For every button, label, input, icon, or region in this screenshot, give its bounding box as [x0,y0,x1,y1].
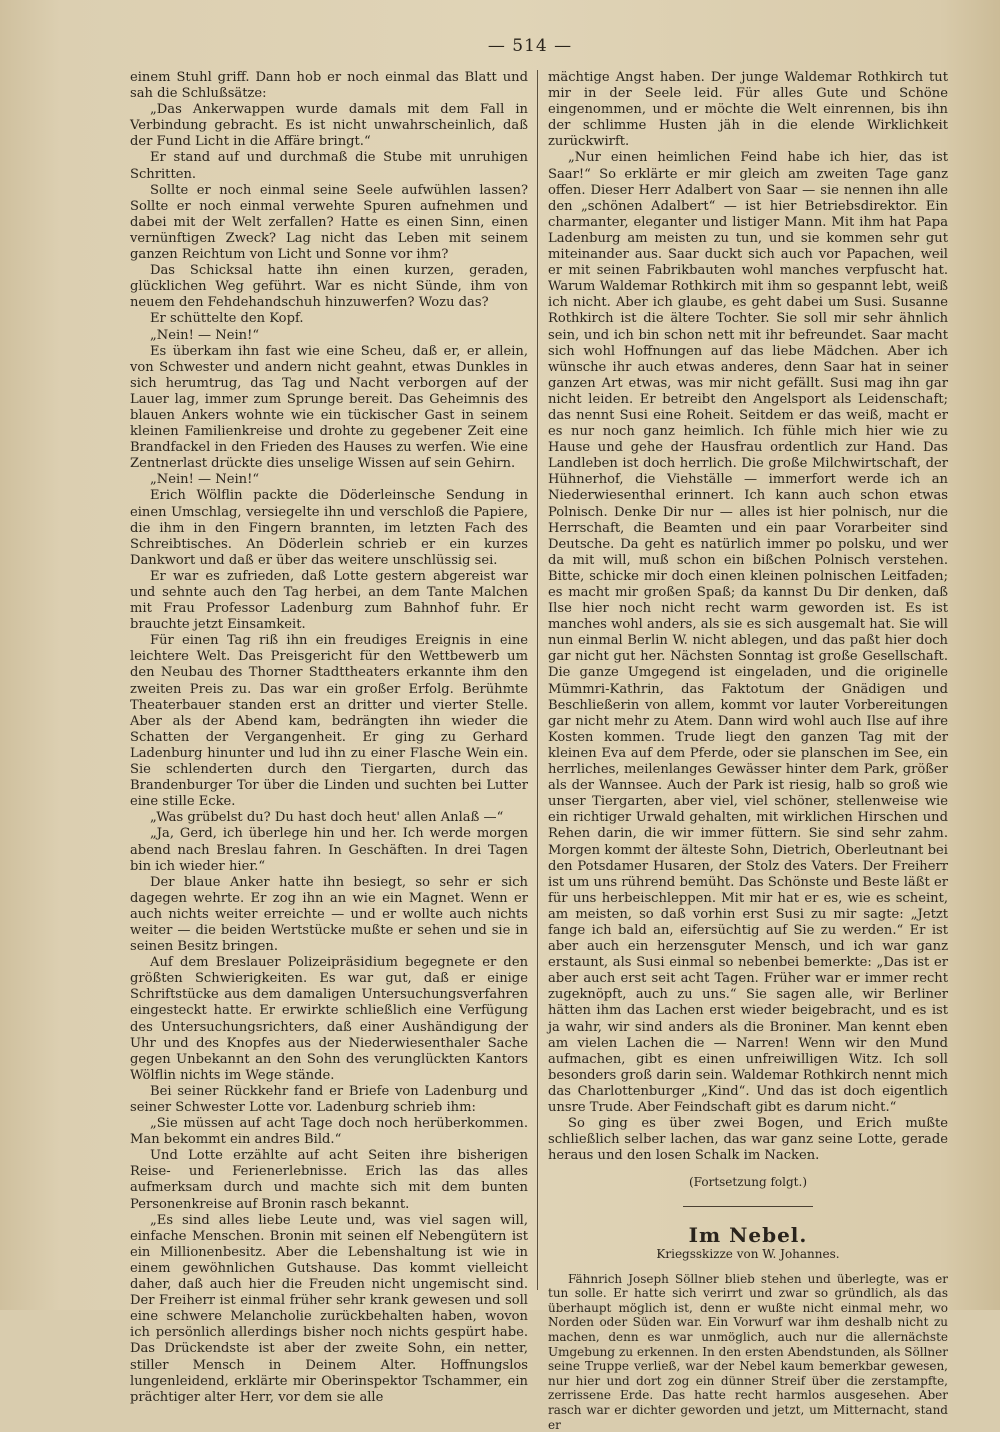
paragraph: Erich Wölflin packte die Döderleinsche Sendung in einen Umschlag, versiegelte ihn und verschloß die Papiere, die ihm in den Fingern brannten, im letzten Fach des Schreibtisches. An Döderlein schrieb er ein kurzes Dankwort und daß er über das weitere unschlüssig sei. [130,488,528,568]
paragraph: Er war es zufrieden, daß Lotte gestern abgereist war und sehnte auch den Tag herbei, an dem Tante Malchen mit Frau Professor Ladenburg zum Bahnhof fuhr. Er brauchte jetzt Einsamkeit. [130,568,528,633]
paragraph: Auf dem Breslauer Polizeipräsidium begegnete er den größten Schwierigkeiten. Es war gut, daß er einige Schriftstücke aus dem damaligen Untersuchungsverfahren eingesteckt hatte. Er erwirkte schließlich eine Verfügung des Untersuchungsrichters, daß einer Aushändigung der Uhr und des Knopfes aus der Niederwiesenthaler Sache gegen Unbekannt an den Sohn des verunglückten Kantors Wölflin nichts im Wege stände. [130,955,528,1083]
page-number: — 514 — [487,36,573,56]
paragraph: „Nein! — Nein!“ [150,327,260,343]
page-header [0,36,1000,56]
right-column [548,70,948,1432]
story-paragraph: Fähnrich Joseph Söllner blieb stehen und überlegte, was er tun solle. Er hatte sich verirrt und zwar so gründlich, als das überhaupt möglich ist, denn er wußte nicht einmal mehr, wo Norden oder Süden war. Ein Vorwurf war ihm deshalb nicht zu machen, denn es war unmöglich, auch nur die allernächste Umgebung zu erkennen. In den ersten Abendstunden, als Söllner seine Truppe verließ, war der Nebel kaum bemerkbar gewesen, nur hier und dort zog ein dünner Streif über die zerstampfte, zerrissene Erde. Das hatte recht harmlos ausgesehen. Aber rasch war er dichter geworden und jetzt, um Mitternacht, stand er [548,1271,948,1432]
paragraph: Er schüttelte den Kopf. [150,311,304,327]
paragraph: „Es sind alles liebe Leute und, was viel sagen will, einfache Menschen. Bronin mit seinen elf Nebengütern ist ein Millionenbesitz. Aber die Lebenshaltung ist wie in einem gewöhnlichen Gutshause. Das kommt vielleicht daher, daß auch hier die Freuden nicht ungemischt sind. Der Freiherr ist einmal früher sehr krank gewesen und soll eine schwere Melancholie zurückbehalten haben, wovon ich persönlich allerdings bisher noch nichts gespürt habe. Das Drückendste ist aber der zweite Sohn, ein netter, stiller Mensch in Deinem Alter. Hoffnungslos lungenleidend, erklärte mir Oberinspektor Tschammer, ein prächtiger alter Herr, vor dem sie alle [130,1212,528,1405]
paragraph: „Ja, Gerd, ich überlege hin und her. Ich werde morgen abend nach Breslau fahren. In Geschäften. In drei Tagen bin ich wieder hier.“ [130,826,528,874]
paragraph: „Sie müssen auf acht Tage doch noch herüberkommen. Man bekommt ein andres Bild.“ [130,1116,528,1148]
paragraph: „Was grübelst du? Du hast doch heut' allen Anlaß —“ [150,810,504,826]
story-title: Im Nebel. [688,1223,808,1248]
paragraph: einem Stuhl griff. Dann hob er noch einmal das Blatt und sah die Schlußsätze: [130,70,528,102]
paragraph: Für einen Tag riß ihn ein freudiges Ereignis in eine leichtere Welt. Das Preisgericht für den Wettbewerb um den Neubau des Thorner Stadttheaters erkannte ihm den zweiten Preis zu. Das war ein großer Erfolg. Berühmte Theaterbauer standen erst an dritter und vierter Stelle. Aber als der Abend kam, bedrängten ihn wieder die Schatten der Vergangenheit. Er ging zu Gerhard Ladenburg hinunter und lud ihn zu einer Flasche Wein ein. Sie schlenderten durch den Tiergarten, durch das Brandenburger Tor über die Linden und suchten bei Lutter eine stille Ecke. [130,633,528,810]
paragraph: Und Lotte erzählte auf acht Seiten ihre bisherigen Reise- und Ferienerlebnisse. Erich las das alles aufmerksam durch und machte sich mit dem bunten Personenkreise auf Bronin rasch bekannt. [130,1148,528,1212]
right-column-paragraphs [548,70,948,1164]
continuation-note: (Fortsetzung folgt.) [689,1175,807,1190]
paragraph: „Nur einen heimlichen Feind habe ich hier, das ist Saar!“ So erklärte er mir gleich am zweiten Tage ganz offen. Dieser Herr Adalbert von Saar — sie nennen ihn alle den „schönen Adalbert“ — ist hier Betriebsdirektor. Ein charmanter, eleganter und listiger Mann. Mit ihm hat Papa Ladenburg am meisten zu tun, und sie kommen sehr gut miteinander aus. Saar duckt sich auch vor Papachen, weil er mit seinen Fabrikbauten wohl manches verpfuscht hat. Warum Waldemar Rothkirch mit ihm so gespannt lebt, weiß ich nicht. Aber ich glaube, es geht dabei um Susi. Susanne Rothkirch ist die ältere Tochter. Sie soll mir sehr ähnlich sein, und ich bin schon nett mit ihr befreundet. Saar macht sich wohl Hoffnungen auf das liebe Mädchen. Aber ich wünsche ihr auch etwas anderes, denn Saar hat in seiner ganzen Art etwas, was mir nicht gefällt. Susi mag ihn gar nicht leiden. Er betreibt den Angelsport als Leidenschaft; das nennt Susi eine Roheit. Seitdem er das weiß, macht er es nur noch ganz heimlich. Ich fühle mich hier wie zu Hause und gehe der Hausfrau ordentlich zur Hand. Das Landleben ist doch herrlich. Die große Milchwirtschaft, der Hühnerhof, die Viehställe — immerfort werde ich an Niederwiesenthal erinnert. Ich kann auch schon etwas Polnisch. Denke Dir nur — alles ist hier polnisch, nur die Herrschaft, die Beamten und ein paar Vorarbeiter sind Deutsche. Da geht es natürlich immer po polsku, und wer da mit will, muß schon ein bißchen Polnisch verstehen. Bitte, schicke mir doch einen kleinen polnischen Leitfaden; es macht mir großen Spaß; da kannst Du Dir denken, daß Ilse hier noch nicht recht warm geworden ist. Es ist manches wohl anders, als sie es sich ausgemalt hat. Sie will nun einmal Berlin W. nicht ablegen, und das paßt hier doch gar nicht gut her. Nächsten Sonntag ist große Gesellschaft. Die ganze Umgegend ist eingeladen, und die originelle Mümmri-Kathrin, das Faktotum der Gnädigen und Beschließerin von allem, kommt vor lauter Vorbereitungen gar nicht mehr zu Atem. Dann wird wohl auch Ilse auf ihre Kosten kommen. Trude liegt den ganzen Tag mit der kleinen Eva auf dem Pferde, oder sie planschen im See, ein herrliches, meilenlanges Gewässer hinter dem Park, größer als der Wannsee. Auch der Park ist riesig, halb so groß wie unser Tiergarten, aber viel, viel schöner, stellenweise wie ein richtiger Urwald gehalten, mit wirklichen Hirschen und Rehen darin, die wir immer füttern. Sie sind sehr zahm. Morgen kommt der älteste Sohn, Dietrich, Oberleutnant bei den Potsdamer Husaren, der Stolz des Vaters. Der Freiherr ist um uns rührend bemüht. Das Schönste und Beste läßt er für uns herbeischleppen. Mit mir hat er es, wie es scheint, am meisten, so daß vorhin erst Susi zu mir sagte: „Jetzt fange ich bald an, eifersüchtig auf Sie zu werden.“ Er ist aber auch ein herzensguter Mensch, und ich war ganz erstaunt, als Susi einmal so nebenbei bemerkte: „Das ist er aber auch erst seit acht Tagen. Früher war er immer recht zugeknöpft, auch zu uns.“ Sie sagen alle, wir Berliner hätten ihm das Lachen erst wieder beigebracht, und es ist ja wahr, wir sind anders als die Broniner. Man kennt eben am vielen Lachen die — Narren! Wenn wir den Mund aufmachen, gibt es einen unfreiwilligen Witz. Ich soll besonders groß darin sein. Waldemar Rothkirch nennt mich das Charlottenburger „Kind“. Und das ist doch eigentlich unsre Trude. Aber Feindschaft gibt es darum nicht.“ [548,150,948,1115]
section-divider [683,1206,813,1207]
paragraph: Sollte er noch einmal seine Seele aufwühlen lassen? Sollte er noch einmal verwehte Spuren aufnehmen und dabei mit der Welt zerfallen? Hatte es einen Sinn, einen vernünftigen Zweck? Lag nicht das Leben mit seinem ganzen Reichtum von Licht und Sonne vor ihm? [130,182,528,263]
paragraph: So ging es über zwei Bogen, und Erich mußte schließlich selber lachen, das war ganz seine Lotte, gerade heraus und den losen Schalk im Nacken. [548,1116,948,1164]
paragraph: Es überkam ihn fast wie eine Scheu, daß er, er allein, von Schwester und andern nicht geahnt, etwas Dunkles in sich herumtrug, das Tag und Nacht verborgen auf der Lauer lag, immer zum Sprunge bereit. Das Geheimnis des blauen Ankers wohnte wie ein tückischer Gast in seinem kleinen Familienkreise und drohte zu gegebener Zeit eine Brandfackel in den Frieden des Hauses zu werfen. Wie eine Zentnerlast drückte dies unselige Wissen auf sein Gehirn. [130,343,528,472]
left-column [130,70,528,1406]
paragraph: mächtige Angst haben. Der junge Waldemar Rothkirch tut mir in der Seele leid. Für alles Gute und Schöne eingenommen, und er möchte die Welt einrennen, bis ihn der schlimme Husten jäh in die elende Wirklichkeit zurückwirft. [548,70,948,150]
column-divider [537,70,538,1290]
paragraph: Der blaue Anker hatte ihn besiegt, so sehr er sich dagegen wehrte. Er zog ihn an wie ein Magnet. Wenn er auch nichts weiter erreichte — und er wollte auch nichts weiter — die beiden Wertstücke mußte er sehen und sie in seinen Besitz bringen. [130,874,528,955]
story-subtitle: Kriegsskizze von W. Johannes. [656,1246,840,1261]
story-body [548,1272,948,1432]
paragraph: Er stand auf und durchmaß die Stube mit unruhigen Schritten. [130,150,528,182]
paragraph: „Nein! — Nein!“ [150,472,260,488]
paragraph: „Das Ankerwappen wurde damals mit dem Fall in Verbindung gebracht. Es ist nicht unwahrscheinlich, daß der Fund Licht in die Affäre bringt.“ [130,102,528,150]
paragraph: Das Schicksal hatte ihn einen kurzen, geraden, glücklichen Weg geführt. War es nicht Sünde, ihm von neuem den Fehdehandschuh hinzuwerfen? Wozu das? [130,263,528,311]
paragraph: Bei seiner Rückkehr fand er Briefe von Ladenburg und seiner Schwester Lotte vor. Ladenburg schrieb ihm: [130,1083,528,1115]
